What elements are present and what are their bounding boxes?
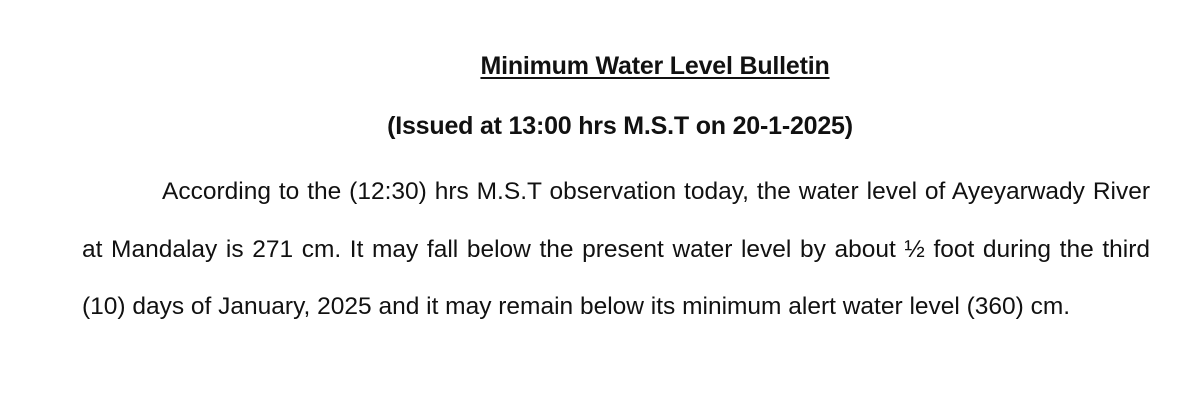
bulletin-title: Minimum Water Level Bulletin: [480, 52, 830, 80]
bulletin-issue-time: (Issued at 13:00 hrs M.S.T on 20-1-2025): [387, 112, 853, 140]
bulletin-paragraph: According to the (12:30) hrs M.S.T observation today, the water level of Ayeyarwady River at Mandalay is 271 cm. It may fall below the present water level by about ½ foot during the third (10) days of January, 2025 and it may remain below its minimum alert water level (360) cm.: [82, 178, 1150, 320]
